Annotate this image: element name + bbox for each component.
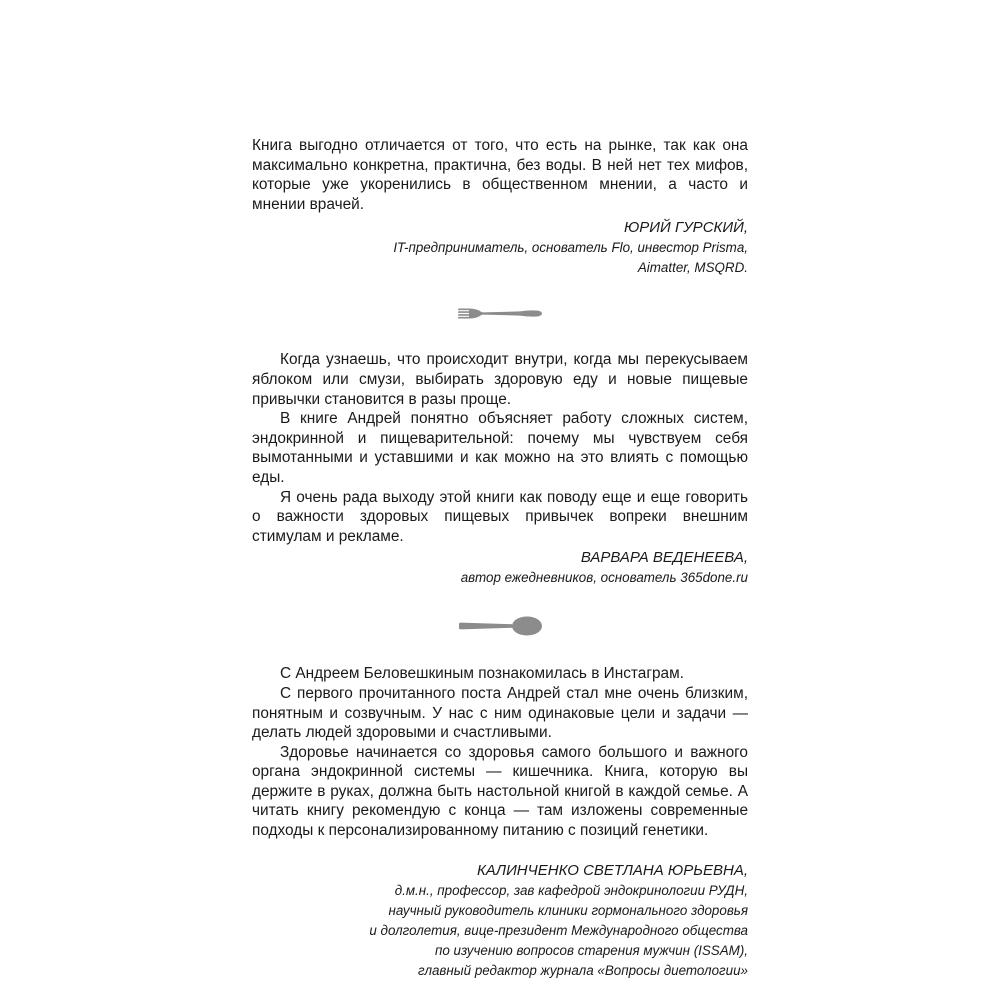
testimonial-1-paragraph-1: Книга выгодно отличается от того, что есть на рынке, так как она максимально конкретна, практична, без воды. В ней нет тех мифов, которые уже укоренились в общественном мнении, а часто и мнении врачей. — [252, 137, 748, 213]
testimonial-3-role-line-2: научный руководитель клиники гормонального здоровья — [388, 902, 748, 918]
testimonial-3 — [252, 664, 748, 980]
testimonial-3-paragraph-2: С первого прочитанного поста Андрей стал мне очень близким, понятным и созвучным. У нас с ним одинаковые цели и задачи — делать людей здоровыми и счастливыми. — [252, 684, 748, 742]
spoon-divider — [252, 588, 748, 664]
testimonial-2-paragraph-2: В книге Андрей понятно объясняет работу сложных систем, эндокринной и пищеварительной: почему мы чувствуем себя вымотанными и уставшими и как можно на это влиять с помощью еды. — [252, 410, 748, 486]
testimonial-3-role-line-5: главный редактор журнала «Вопросы диетологии» — [417, 962, 748, 978]
spoon-icon — [458, 615, 542, 637]
testimonial-2-role-line-1: автор ежедневников, основатель 365done.ru — [460, 570, 748, 586]
testimonial-3-paragraph-1: С Андреем Беловешкиным познакомилась в Инстаграм. — [280, 665, 684, 683]
testimonial-3-role-line-1: д.м.н., профессор, зав кафедрой эндокринологии РУДН, — [394, 882, 748, 898]
testimonial-1-role-line-2: Aimatter, MSQRD. — [637, 260, 748, 276]
testimonial-2-paragraph-1: Когда узнаешь, что происходит внутри, когда мы перекусываем яблоком или смузи, выбирать здоровую еду и новые пищевые привычки становится в разы проще. — [252, 351, 748, 408]
testimonial-2-author: ВАРВАРА ВЕДЕНЕЕВА, — [580, 549, 748, 567]
testimonial-1-author: ЮРИЙ ГУРСКИЙ, — [623, 219, 748, 237]
fork-divider — [252, 278, 748, 350]
testimonial-2 — [252, 350, 748, 588]
testimonial-3-paragraph-3: Здоровье начинается со здоровья самого большого и важного органа эндокринной системы — кишечника. Книга, которую вы держите в руках, должна быть настольной книгой в каждой семье. А читать книгу рекомендую с конца — там изложены современные подходы к персонализированному питанию с позиций генетики. — [252, 743, 748, 840]
testimonial-3-role-line-3: и долголетия, вице-президент Международного общества — [369, 922, 748, 938]
testimonial-1-role-line-1: IT-предприниматель, основатель Flo, инвестор Prisma, — [393, 240, 748, 256]
testimonial-3-role-line-4: по изучению вопросов старения мужчин (ISSAM), — [435, 942, 748, 958]
fork-icon — [458, 307, 542, 321]
testimonial-2-paragraph-3: Я очень рада выходу этой книги как поводу еще и еще говорить о важности здоровых пищевых привычек вопреки внешним стимулам и рекламе. — [252, 488, 748, 545]
testimonial-3-author: КАЛИНЧЕНКО СВЕТЛАНА ЮРЬЕВНА, — [476, 861, 748, 879]
book-page — [252, 136, 748, 981]
testimonial-1 — [252, 136, 748, 278]
